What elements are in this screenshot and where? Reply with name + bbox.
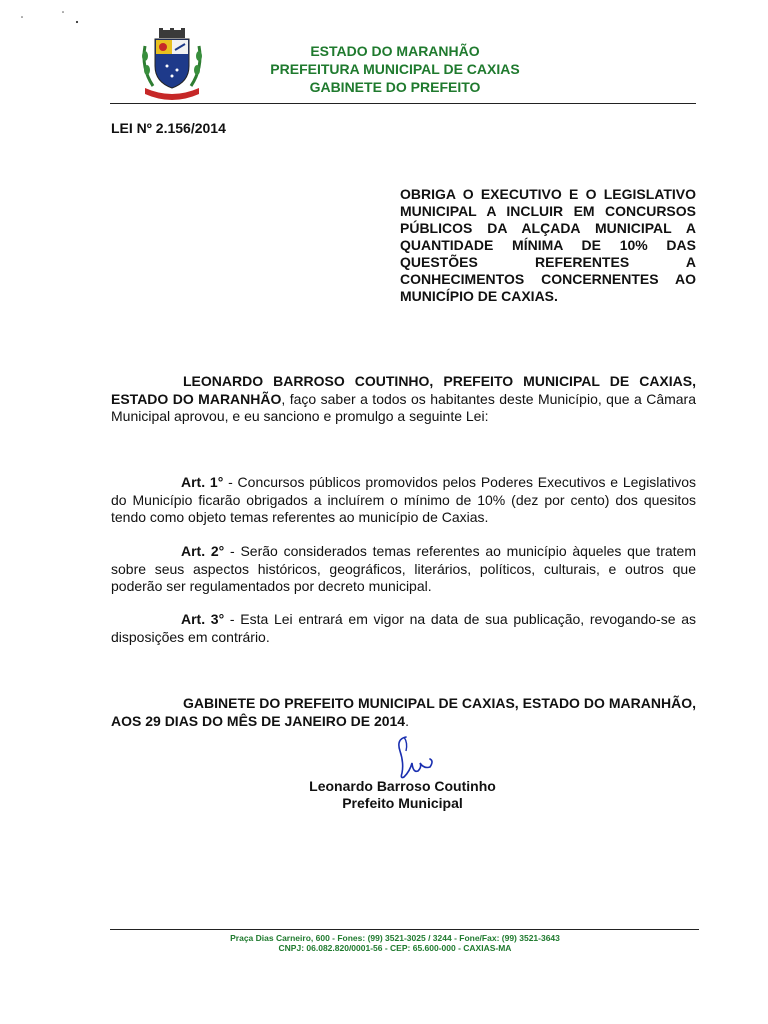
footer-divider bbox=[110, 929, 699, 930]
city-hall-name: PREFEITURA MUNICIPAL DE CAXIAS bbox=[270, 61, 520, 77]
article-label: Art. 1° bbox=[181, 474, 224, 490]
preamble bbox=[111, 373, 696, 426]
article-label: Art. 2° bbox=[181, 543, 225, 559]
closing-text: GABINETE DO PREFEITO MUNICIPAL DE CAXIAS, ESTADO DO MARANHÃO, AOS 29 DIAS DO MÊS DE JANEIRO DE 2014 bbox=[111, 695, 696, 729]
handwritten-signature bbox=[390, 733, 438, 783]
footer-address bbox=[180, 933, 610, 953]
footer-contact: Praça Dias Carneiro, 600 - Fones: (99) 3521-3025 / 3244 - Fone/Fax: (99) 3521-3643 bbox=[230, 933, 560, 943]
scan-specks bbox=[0, 0, 80, 40]
article-2 bbox=[111, 543, 696, 596]
closing-statement bbox=[111, 695, 696, 730]
letterhead bbox=[210, 42, 580, 96]
article-3 bbox=[111, 611, 696, 646]
preamble-text: , faço saber a todos os habitantes deste Município, que a Câmara Municipal aprovou, e eu sanciono e promulgo a seguinte Lei: bbox=[111, 390, 696, 424]
law-number: LEI Nº 2.156/2014 bbox=[111, 120, 226, 136]
closing-period: . bbox=[405, 712, 409, 729]
signature-block bbox=[280, 778, 525, 812]
article-text: - Serão considerados temas referentes ao município àqueles que tratem sobre seus aspectos históricos, geográficos, literários, políticos, culturais, e outros que poderão ser regulamentados por decreto municipal. bbox=[111, 543, 696, 594]
law-summary: OBRIGA O EXECUTIVO E O LEGISLATIVO MUNICIPAL A INCLUIR EM CONCURSOS PÚBLICOS DA ALÇADA MUNICIPAL A QUANTIDADE MÍNIMA DE 10% DAS QUESTÕES REFERENTES A CONHECIMENTOS CONCERNENTES AO MUNICÍPIO DE CAXIAS. bbox=[400, 186, 696, 304]
office-name: GABINETE DO PREFEITO bbox=[309, 79, 481, 95]
article-text: - Esta Lei entrará em vigor na data de sua publicação, revogando-se as disposições em contrário. bbox=[111, 611, 696, 645]
signer-title: Prefeito Municipal bbox=[342, 795, 463, 811]
article-text: - Concursos públicos promovidos pelos Poderes Executivos e Legislativos do Município ficarão obrigados a incluírem o mínimo de 10% (dez por cento) dos quesitos tendo como objeto temas referentes ao município de Caxias. bbox=[111, 474, 696, 525]
preamble-mayor-heading: LEONARDO BARROSO COUTINHO, PREFEITO MUNICIPAL DE CAXIAS, ESTADO DO MARANHÃO bbox=[111, 373, 696, 407]
article-1 bbox=[111, 474, 696, 527]
signer-name: Leonardo Barroso Coutinho bbox=[309, 778, 496, 794]
coat-of-arms-icon bbox=[137, 26, 207, 102]
state-name: ESTADO DO MARANHÃO bbox=[310, 43, 480, 59]
header-divider bbox=[110, 103, 696, 104]
article-label: Art. 3° bbox=[181, 611, 225, 627]
footer-registration: CNPJ: 06.082.820/0001-56 - CEP: 65.600-000 - CAXIAS-MA bbox=[278, 943, 512, 953]
